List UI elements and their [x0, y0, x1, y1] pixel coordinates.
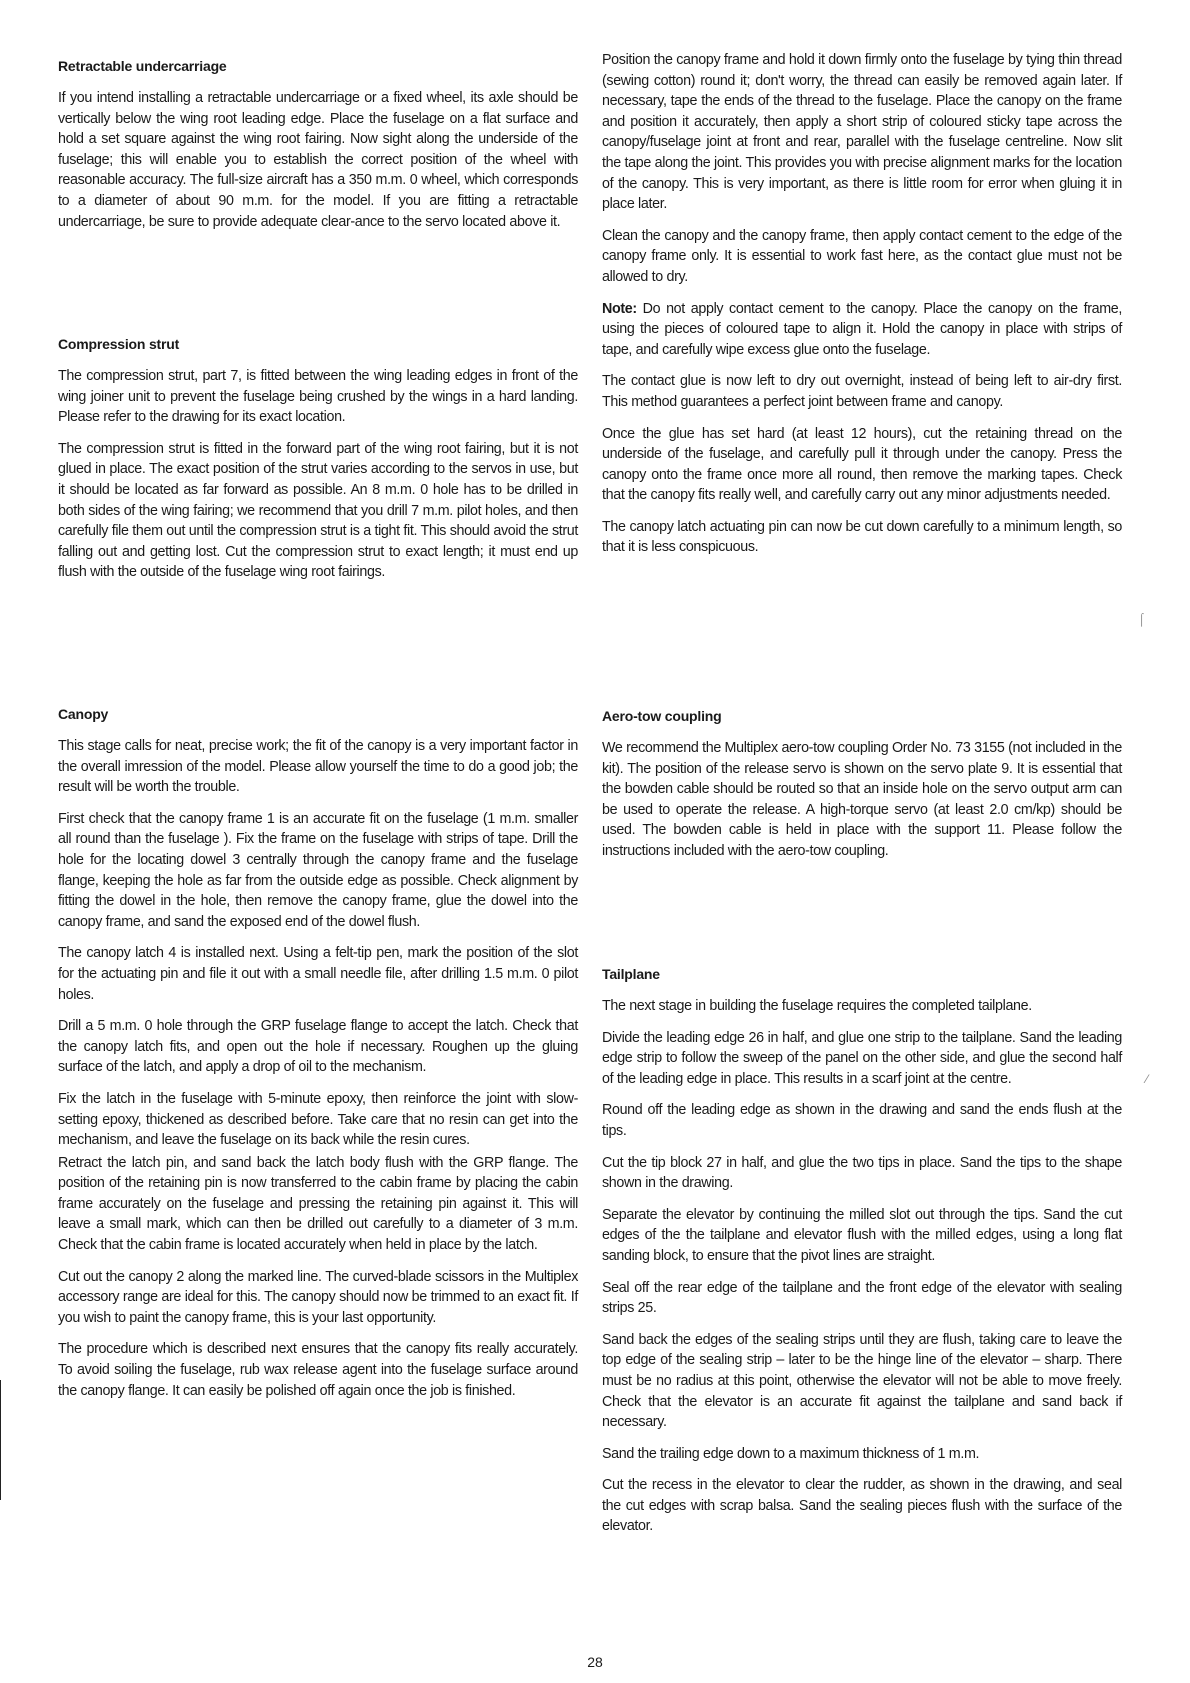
paragraph: Fix the latch in the fuselage with 5-minute epoxy, then reinforce the joint with slow-setting epoxy, thickened as described before. Take care that no resin can get into the mechanism, and leave the fuselage on its back while the resin cures. [58, 1090, 578, 1149]
paragraph: Sand the trailing edge down to a maximum thickness of 1 m.m. [602, 1445, 980, 1462]
paragraph: Drill a 5 m.m. 0 hole through the GRP fuselage flange to accept the latch. Check that the canopy latch fits, and open out the hole if necessary. Roughen up the gluing surface of the latch, and apply a drop of oil to the mechanism. [58, 1018, 578, 1076]
paragraph: Sand back the edges of the sealing strips until they are flush, taking care to leave the top edge of the sealing strip – later to be the hinge line of the elevator – sharp. There must be no radius at this point, otherwise the elevator will not be able to move freely. Check that the elevator is an accurate fit against the tailplane and sand back if necessary. [602, 1331, 1122, 1431]
section-heading: Canopy [58, 706, 109, 722]
section-aero-tow-coupling [602, 708, 1122, 873]
page-number: 28 [587, 1654, 603, 1670]
scan-mark: ⁄ [1146, 1072, 1149, 1086]
section-heading: Compression strut [58, 336, 180, 352]
paragraph: Seal off the rear edge of the tailplane and the front edge of the elevator with sealing strips 25. [602, 1279, 1122, 1317]
paragraph: Retract the latch pin, and sand back the latch body flush with the GRP flange. The position of the retaining pin is now transferred to the cabin frame by placing the cabin frame accurately on the fuselage and pressing the retaining pin against it. This will leave a small mark, which can then be drilled out carefully to a diameter of 3 m.m. Check that the cabin frame is located accurately when held in place by the latch. [58, 1154, 578, 1254]
note-label: Note: [602, 300, 637, 317]
paragraph: Separate the elevator by continuing the milled slot out through the tips. Sand the cut edges of the the tailplane and elevator flush with the milled edges, using a long flat sanding block, to ensure that the pivot lines are straight. [602, 1206, 1122, 1264]
paragraph: The canopy latch 4 is installed next. Using a felt-tip pen, mark the position of the slot for the actuating pin and file it out with a small needle file, after drilling 1.5 m.m. 0 pilot holes. [58, 945, 578, 1003]
paragraph: The compression strut, part 7, is fitted between the wing leading edges in front of the wing joiner unit to prevent the fuselage being crushed by the wings in a hard landing. Please refer to the drawing for its exact location. [58, 368, 578, 426]
section-compression-strut [58, 336, 578, 594]
paragraph: Cut the recess in the elevator to clear the rudder, as shown in the drawing, and seal the cut edges with scrap balsa. Sand the sealing pieces flush with the surface of the elevator. [602, 1477, 1122, 1535]
paragraph: The next stage in building the fuselage requires the completed tailplane. [602, 998, 1032, 1014]
paragraph: This stage calls for neat, precise work; the fit of the canopy is a very important factor in the overall imression of the model. Please allow yourself the time to do a good job; the result will be worth the trouble. [58, 738, 578, 796]
section-canopy-continued [602, 50, 1122, 569]
scan-edge-line [0, 1380, 1, 1500]
paragraph: The canopy latch actuating pin can now be cut down carefully to a minimum length, so that it is less conspicuous. [602, 518, 1122, 556]
paragraph: If you intend installing a retractable undercarriage or a fixed wheel, its axle should be vertically below the wing root leading edge. Place the fuselage on a flat surface and hold a set square against the wing root fairing. Now sight along the underside of the fuselage; this will enable you to establish the correct position of the wheel with reasonable accuracy. The full-size aircraft has a 350 m.m. 0 wheel, which corresponds to a diameter of about 90 m.m. for the model. If you are fitting a retractable undercarriage, be sure to provide adequate clear-ance to the servo located above it. [58, 90, 578, 230]
paragraph: Round off the leading edge as shown in the drawing and sand the ends flush at the tips. [602, 1102, 1122, 1139]
scan-mark: ⌠ [1138, 612, 1146, 626]
paragraph: Once the glue has set hard (at least 12 hours), cut the retaining thread on the underside of the fuselage, and carefully pull it through under the canopy. Press the canopy onto the frame once more all round, then remove the marking tapes. Check that the canopy fits really well, and carefully carry out any minor adjustments needed. [602, 425, 1122, 504]
paragraph: Cut the tip block 27 in half, and glue the two tips in place. Sand the tips to the shape shown in the drawing. [602, 1154, 1122, 1192]
section-canopy [58, 706, 578, 1412]
note-paragraph [602, 299, 1122, 361]
section-heading: Aero-tow coupling [602, 708, 722, 724]
paragraph: Divide the leading edge 26 in half, and glue one strip to the tailplane. Sand the leading edge strip to follow the sweep of the panel on the other side, and glue the second half of the leading edge in place. This results in a scarf joint at the centre. [602, 1029, 1122, 1087]
section-retractable-undercarriage [58, 58, 578, 243]
section-heading: Tailplane [602, 966, 660, 982]
paragraph: Clean the canopy and the canopy frame, then apply contact cement to the edge of the canopy frame only. It is essential to work fast here, as the contact glue must not be allowed to dry. [602, 227, 1122, 285]
section-tailplane [602, 966, 1122, 1548]
paragraph: Position the canopy frame and hold it down firmly onto the fuselage by tying thin thread (sewing cotton) round it; don't worry, the thread can easily be removed again later. If necessary, tape the ends of the thread to the fuselage. Place the canopy on the frame and position it accurately, then apply a short strip of coloured sticky tape across the canopy/fuselage joint at front and rear, parallel with the fuselage centreline. Now slit the tape along the joint. This provides you with precise alignment marks for the location of the canopy. This is very important, as there is little room for error when gluing it in place later. [602, 52, 1122, 213]
note-text: Do not apply contact cement to the canopy. Place the canopy on the frame, using the pieces of coloured tape to align it. Hold the canopy in place with strips of tape, and carefully wipe excess glue onto the fuselage. [602, 300, 1122, 358]
paragraph: The compression strut is fitted in the forward part of the wing root fairing, but it is not glued in place. The exact position of the strut varies according to the servos in use, but it should be located as far forward as possible. An 8 m.m. 0 hole has to be drilled in both sides of the wing fairing; we recommend that you drill 7 m.m. pilot holes, and then carefully file them out until the compression strut is a tight fit. This should avoid the strut falling out and getting lost. Cut the compression strut to exact length; it must end up flush with the outside of the fuselage wing root fairings. [58, 440, 578, 581]
paragraph: First check that the canopy frame 1 is an accurate fit on the fuselage (1 m.m. smaller all round than the fuselage ). Fix the frame on the fuselage with strips of tape. Drill the hole for the locating dowel 3 centrally through the canopy frame and the fuselage flange, keeping the hole as far from the outside edge as possible. Check alignment by fitting the dowel in the hole, then remove the canopy frame, glue the dowel into the canopy frame, and sand the exposed end of the dowel flush. [58, 810, 578, 930]
paragraph: Cut out the canopy 2 along the marked line. The curved-blade scissors in the Multiplex accessory range are ideal for this. The canopy should now be trimmed to an exact fit. If you wish to paint the canopy frame, this is your last opportunity. [58, 1268, 578, 1326]
section-heading: Retractable undercarriage [58, 58, 227, 74]
paragraph: We recommend the Multiplex aero-tow coupling Order No. 73 3155 (not included in the kit). The position of the release servo is shown on the servo plate 9. It is essential that the bowden cable should be routed so that an inside hole on the servo output arm can be used to operate the release. A high-torque servo (at least 2.0 cm/kp) should be used. The bowden cable is held in place with the support 11. Please follow the instructions included with the aero-tow coupling. [602, 740, 1122, 859]
paragraph: The contact glue is now left to dry out overnight, instead of being left to air-dry first. This method guarantees a perfect joint between frame and canopy. [602, 373, 1122, 410]
paragraph: The procedure which is described next ensures that the canopy fits really accurately. To avoid soiling the fuselage, rub wax release agent into the fuselage surface around the canopy flange. It can easily be polished off again once the job is finished. [58, 1341, 578, 1399]
